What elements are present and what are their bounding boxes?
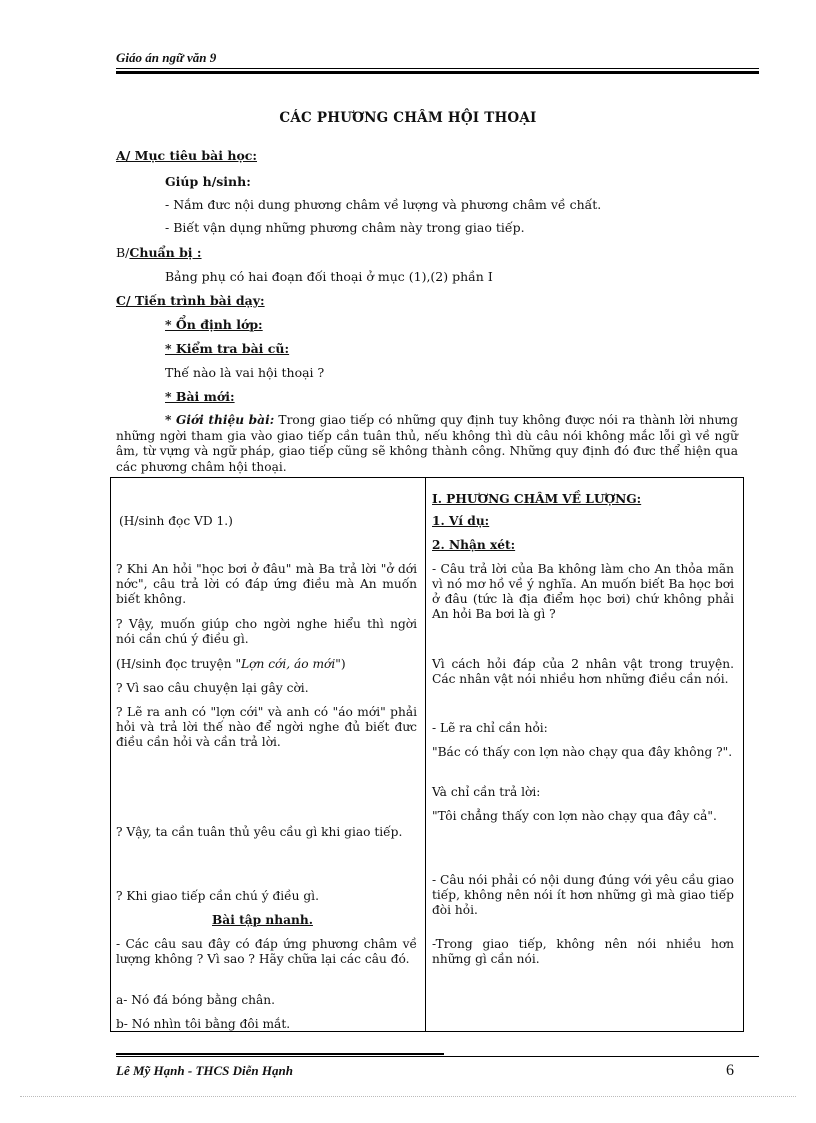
- left-exercise-b: b- Nó nhìn tôi bằng đôi mắt.: [116, 1017, 291, 1031]
- header-rule-thick: [116, 71, 759, 74]
- page-edge-dots: [20, 1096, 796, 1097]
- step-new-lesson: * Bài mới:: [165, 389, 235, 404]
- section-a-sub: Giúp h/sinh:: [165, 174, 251, 189]
- left-q-should-ask: ? Lẽ ra anh có "lợn cới" và anh có "áo mới" phải hỏi và trả lời thế nào để ngời nghe đủ biết đưc điều cần hỏi và cần trả lời.: [116, 705, 417, 749]
- section-a-item-1: - Nắm đưc nội dung phương châm về lượng và phương châm về chất.: [165, 197, 602, 212]
- intro-label: * Giới thiệu bài:: [165, 413, 275, 427]
- right-section-title: I. PHƯƠNG CHÂM VỀ LƯỢNG:: [432, 492, 642, 506]
- left-read-story: [116, 657, 417, 672]
- left-q-listener: ? Vậy, muốn giúp cho ngời nghe hiểu thì ngời nói cần chú ý điều gì.: [116, 617, 417, 646]
- right-answer-1: - Câu trả lời của Ba không làm cho An thỏa mãn vì nó mơ hồ về ý nghĩa. An muốn biết Ba học bơi ở đâu (tức là địa điểm học bơi) chứ không phải An hỏi Ba bơi là gì ?: [432, 562, 734, 621]
- section-b-item: Bảng phụ có hai đoạn đối thoại ở mục (1),(2) phần I: [165, 269, 493, 284]
- right-example-heading: 1. Ví dụ:: [432, 514, 490, 528]
- left-quick-exercise: Bài tập nhanh.: [212, 913, 313, 927]
- page-title: CÁC PHƯƠNG CHÂM HỘI THOẠI: [279, 110, 537, 126]
- right-answer-quote: "Tôi chẳng thấy con lợn nào chạy qua đây cả".: [432, 809, 717, 823]
- left-q-attention: ? Khi giao tiếp cần chú ý điều gì.: [116, 889, 319, 903]
- footer-author: Lê Mỹ Hạnh - THCS Diễn Hạnh: [116, 1063, 293, 1078]
- step-stabilize: * Ổn định lớp:: [165, 317, 263, 332]
- left-read-story-title: Lợn cới, áo mới: [241, 657, 336, 671]
- right-should-ask: - Lẽ ra chỉ cần hỏi:: [432, 721, 548, 735]
- left-exercise-a: a- Nó đá bóng bằng chân.: [116, 993, 275, 1007]
- footer-rule-thin: [116, 1056, 759, 1057]
- section-b: [116, 245, 202, 260]
- right-answer-2: Vì cách hỏi đáp của 2 nhân vật trong truyện. Các nhân vật nói nhiều hơn những điều cần nói.: [432, 657, 734, 686]
- page-number: 6: [726, 1062, 734, 1079]
- left-q-funny: ? Vì sao câu chuyện lại gây cời.: [116, 681, 309, 695]
- section-a-heading: A/ Mục tiêu bài học:: [116, 148, 258, 163]
- left-read-example: (H/sinh đọc VD 1.): [119, 514, 233, 528]
- section-b-prefix: B/: [116, 245, 130, 260]
- left-read-story-a: (H/sinh đọc truyện ": [116, 657, 242, 671]
- left-exercise-prompt: - Các câu sau đây có đáp ứng phương châm về lượng không ? Vì sao ? Hãy chữa lại các câu đó.: [116, 937, 417, 966]
- right-should-answer: Và chỉ cần trả lời:: [432, 785, 541, 799]
- right-conclusion-1: - Câu nói phải có nội dung đúng với yêu cầu giao tiếp, không nên nói ít hơn những gì mà giao tiếp đòi hỏi.: [432, 873, 734, 917]
- table-divider: [425, 477, 426, 1032]
- section-a-item-2: - Biết vận dụng những phương châm này trong giao tiếp.: [165, 220, 525, 235]
- header-rule-thin: [116, 68, 759, 69]
- intro-text: Trong giao tiếp có những quy định tuy không được nói ra thành lời nhưng những ngời tham gia vào giao tiếp cần tuân thủ, nếu không thì dù câu nói không mắc lỗi gì về ngữ âm, từ vựng và ngữ pháp, giao tiếp cũng sẽ không thành công. Những quy định đó đưc thể hiện qua các phương châm hội thoại.: [116, 413, 738, 474]
- left-q-requirement: ? Vậy, ta cần tuân thủ yêu cầu gì khi giao tiếp.: [116, 825, 403, 839]
- section-b-heading: Chuẩn bị :: [129, 245, 202, 260]
- left-read-story-c: "): [335, 657, 346, 671]
- right-question-quote: "Bác có thấy con lợn nào chạy qua đây không ?".: [432, 745, 733, 759]
- step-review: * Kiểm tra bài cũ:: [165, 341, 290, 356]
- review-question: Thế nào là vai hội thoại ?: [165, 365, 325, 380]
- right-remark-heading: 2. Nhận xét:: [432, 538, 516, 552]
- footer-rule-thick: [116, 1053, 444, 1055]
- intro-paragraph: [116, 413, 738, 475]
- left-q-an-ba: ? Khi An hỏi "học bơi ở đâu" mà Ba trả lời "ở dới nớc", câu trả lời có đáp ứng điều mà An muốn biết không.: [116, 562, 417, 606]
- header-course: Giáo án ngữ văn 9: [116, 50, 217, 65]
- right-conclusion-2: -Trong giao tiếp, không nên nói nhiều hơn những gì cần nói.: [432, 937, 734, 966]
- section-c-heading: C/ Tiến trình bài dạy:: [116, 293, 265, 308]
